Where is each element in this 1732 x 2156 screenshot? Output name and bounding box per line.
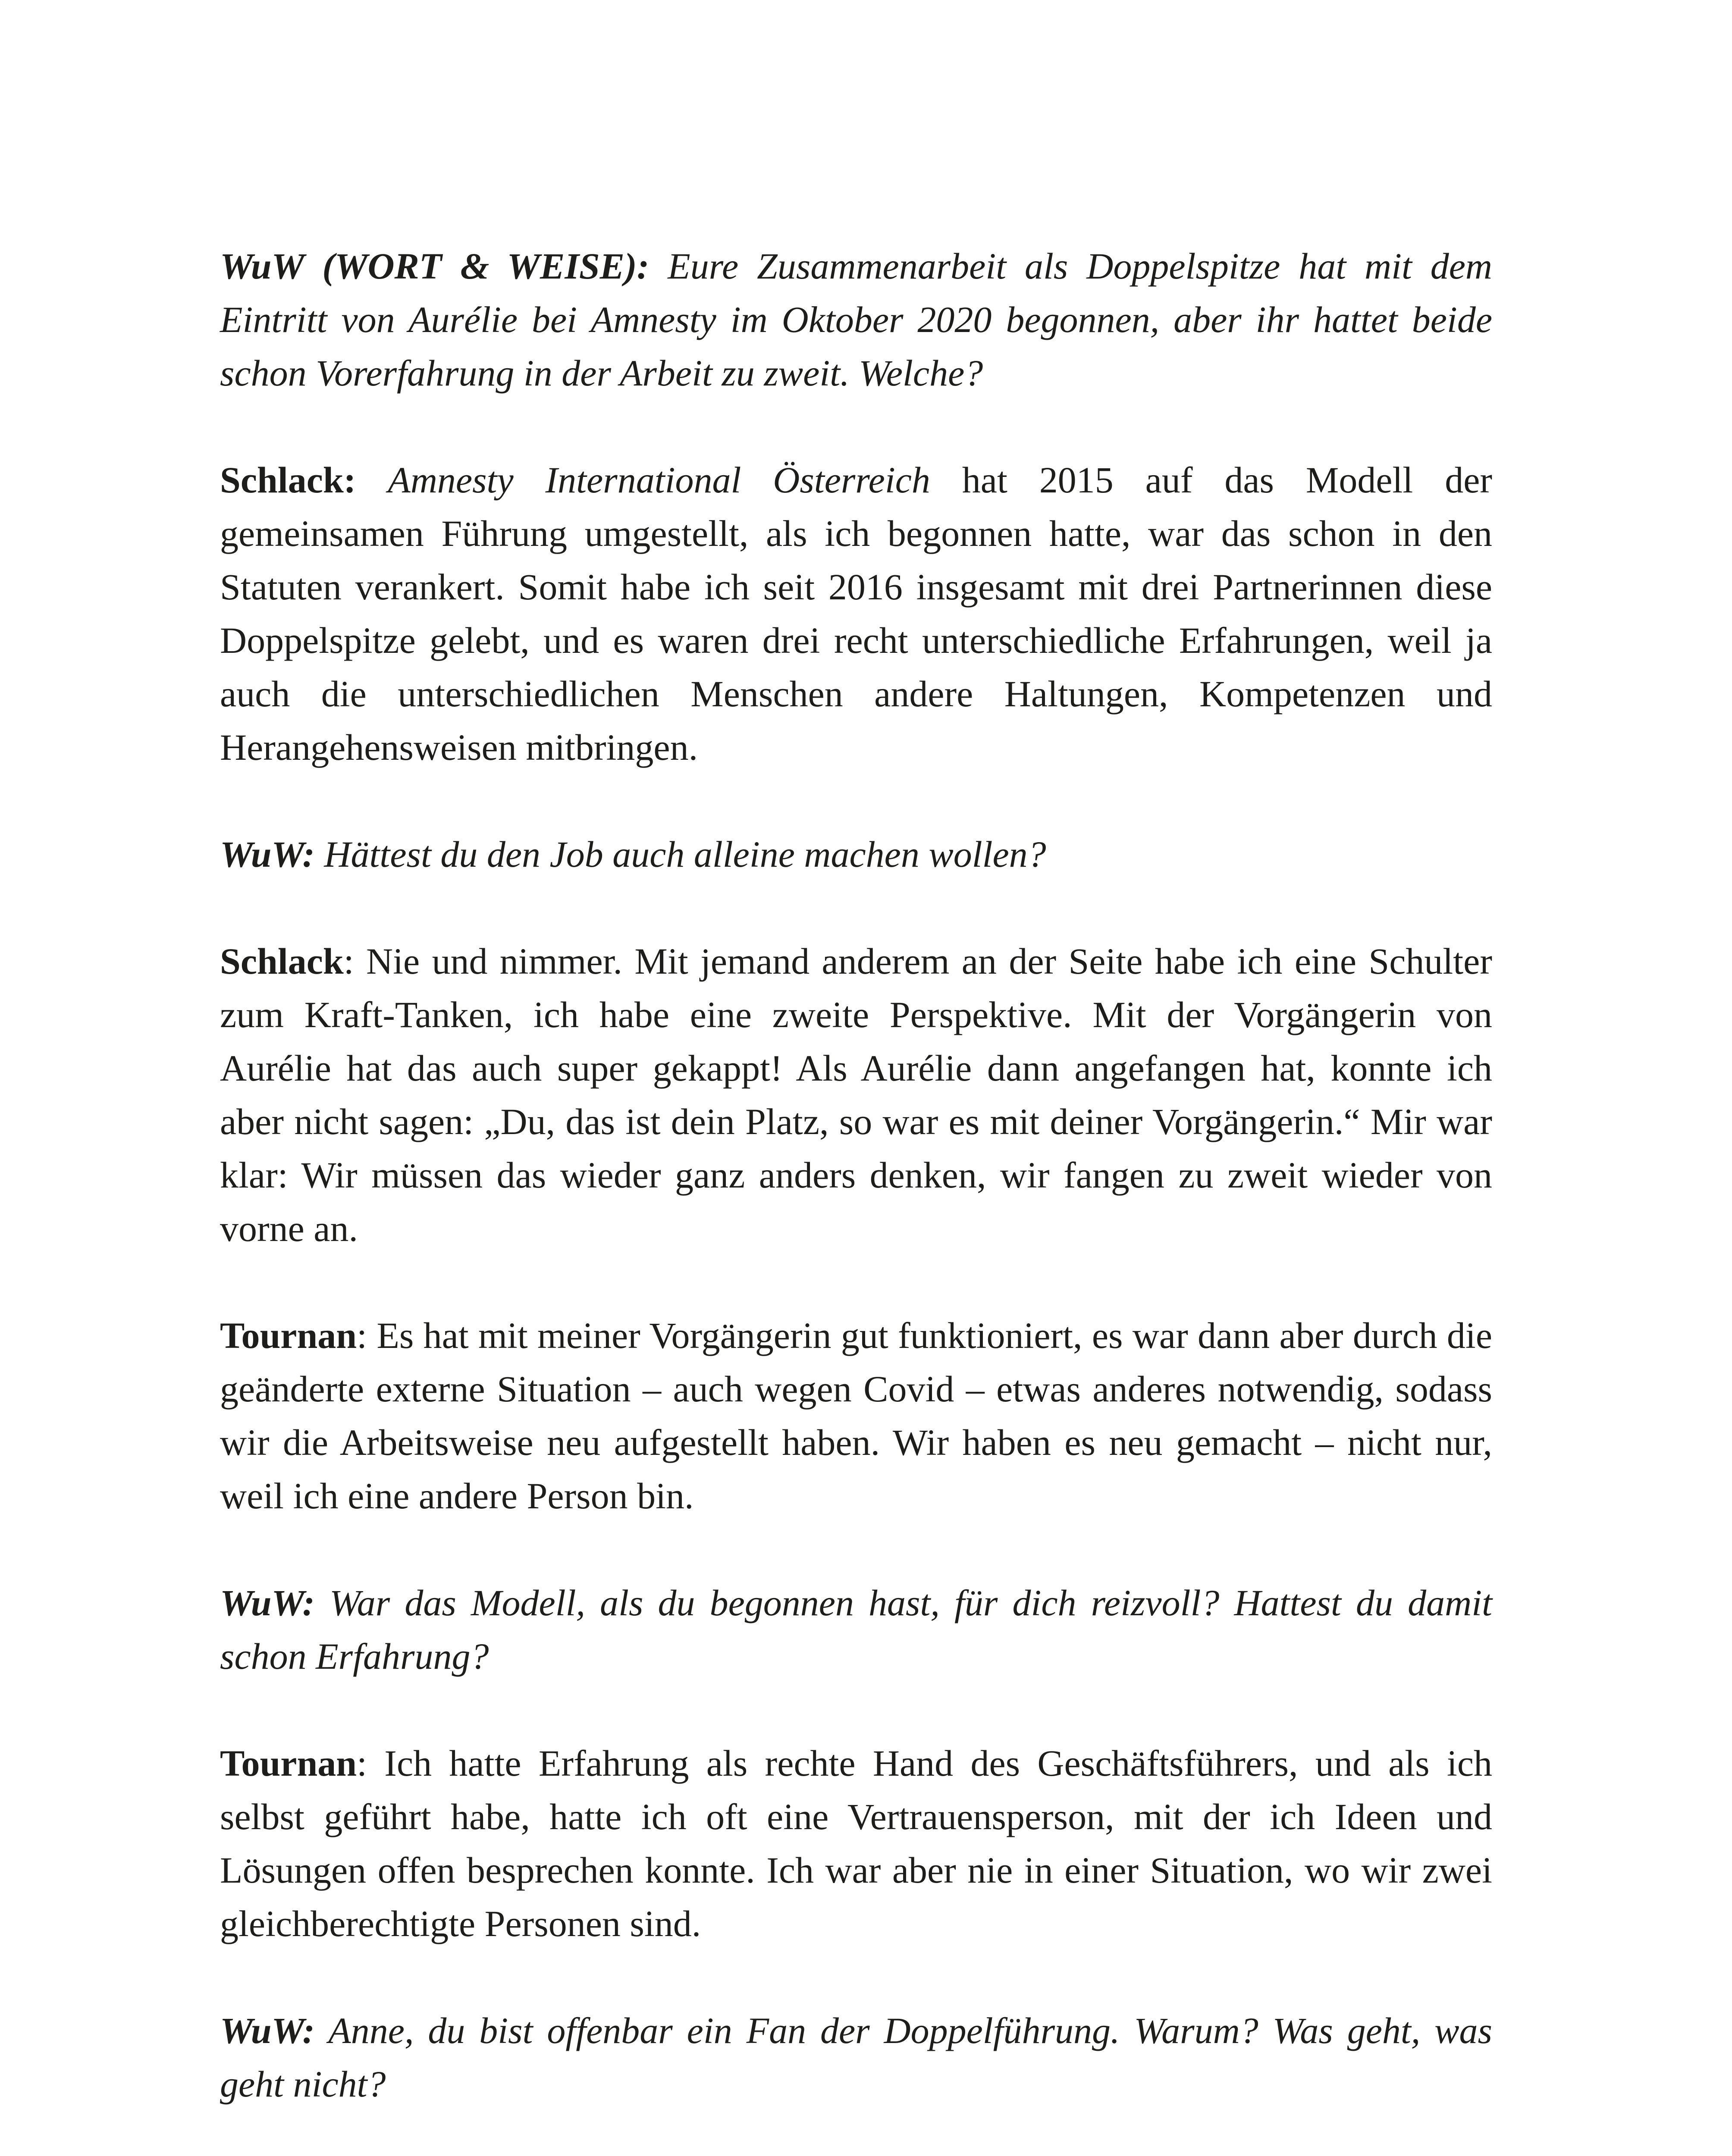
answer-paragraph xyxy=(220,1309,1492,1523)
speaker-label: WuW (WORT & WEISE): xyxy=(220,245,650,287)
question-text: Anne, du bist offenbar ein Fan der Doppelführung. Warum? Was geht, was geht nicht? xyxy=(220,2010,1492,2105)
speaker-label: WuW: xyxy=(220,834,315,875)
speaker-label: WuW: xyxy=(220,1582,315,1623)
question-paragraph xyxy=(220,239,1492,400)
answer-text: : Nie und nimmer. Mit jemand anderem an der Seite habe ich eine Schulter zum Kraft-Tanken, ich habe eine zweite Perspektive. Mit der Vorgängerin von Aurélie hat das auch super gekappt! Als Aurélie dann angefangen hat, konnte ich aber nicht sagen: „Du, das ist dein Platz, so war es mit deiner Vorgängerin.“ Mir war klar: Wir müssen das wieder ganz anders denken, wir fangen zu zweit wieder von vorne an. xyxy=(220,940,1492,1249)
speaker-label: WuW: xyxy=(220,2010,315,2051)
answer-text: : Ich hatte Erfahrung als rechte Hand des Geschäftsführers, und als ich selbst geführt habe, hatte ich oft eine Vertrauensperson, mit der ich Ideen und Lösungen offen besprechen konnte. Ich war aber nie in einer Situation, wo wir zwei gleichberechtigte Personen sind. xyxy=(220,1742,1492,1944)
answer-paragraph xyxy=(220,1736,1492,1950)
speaker-label: Tournan xyxy=(220,1315,357,1356)
interview-text xyxy=(220,239,1492,2111)
speaker-label: Tournan xyxy=(220,1742,357,1784)
answer-paragraph xyxy=(220,453,1492,774)
question-paragraph xyxy=(220,2004,1492,2111)
answer-text: : Es hat mit meiner Vorgängerin gut funktioniert, es war dann aber durch die geänderte externe Situation – auch wegen Covid – etwas anderes notwendig, sodass wir die Arbeitsweise neu aufgestellt haben. Wir haben es neu gemacht – nicht nur, weil ich eine andere Person bin. xyxy=(220,1315,1492,1517)
question-paragraph xyxy=(220,827,1492,881)
question-text: War das Modell, als du begonnen hast, für dich reizvoll? Hattest du damit schon Erfahrung? xyxy=(220,1582,1492,1677)
organization-name: Amnesty International Österreich xyxy=(388,459,930,501)
speaker-label: Schlack xyxy=(220,940,344,982)
answer-text: hat 2015 auf das Modell der gemeinsamen Führung umgestellt, als ich begonnen hatte, war das schon in den Statuten verankert. Somit habe ich seit 2016 insgesamt mit drei Partnerinnen diese Doppelspitze gelebt, und es waren drei recht unterschiedliche Erfahrungen, weil ja auch die unterschiedlichen Menschen andere Haltungen, Kompetenzen und Herangehensweisen mitbringen. xyxy=(220,459,1493,768)
question-paragraph xyxy=(220,1576,1492,1683)
speaker-label: Schlack: xyxy=(220,459,356,501)
answer-paragraph xyxy=(220,934,1492,1255)
question-text: Eure Zusammenarbeit als Doppelspitze hat mit dem Eintritt von Aurélie bei Amnesty im Oktober 2020 begonnen, aber ihr hattet beide schon Vorerfahrung in der Arbeit zu zweit. Welche? xyxy=(220,245,1493,394)
question-text: Hättest du den Job auch alleine machen wollen? xyxy=(314,834,1046,875)
